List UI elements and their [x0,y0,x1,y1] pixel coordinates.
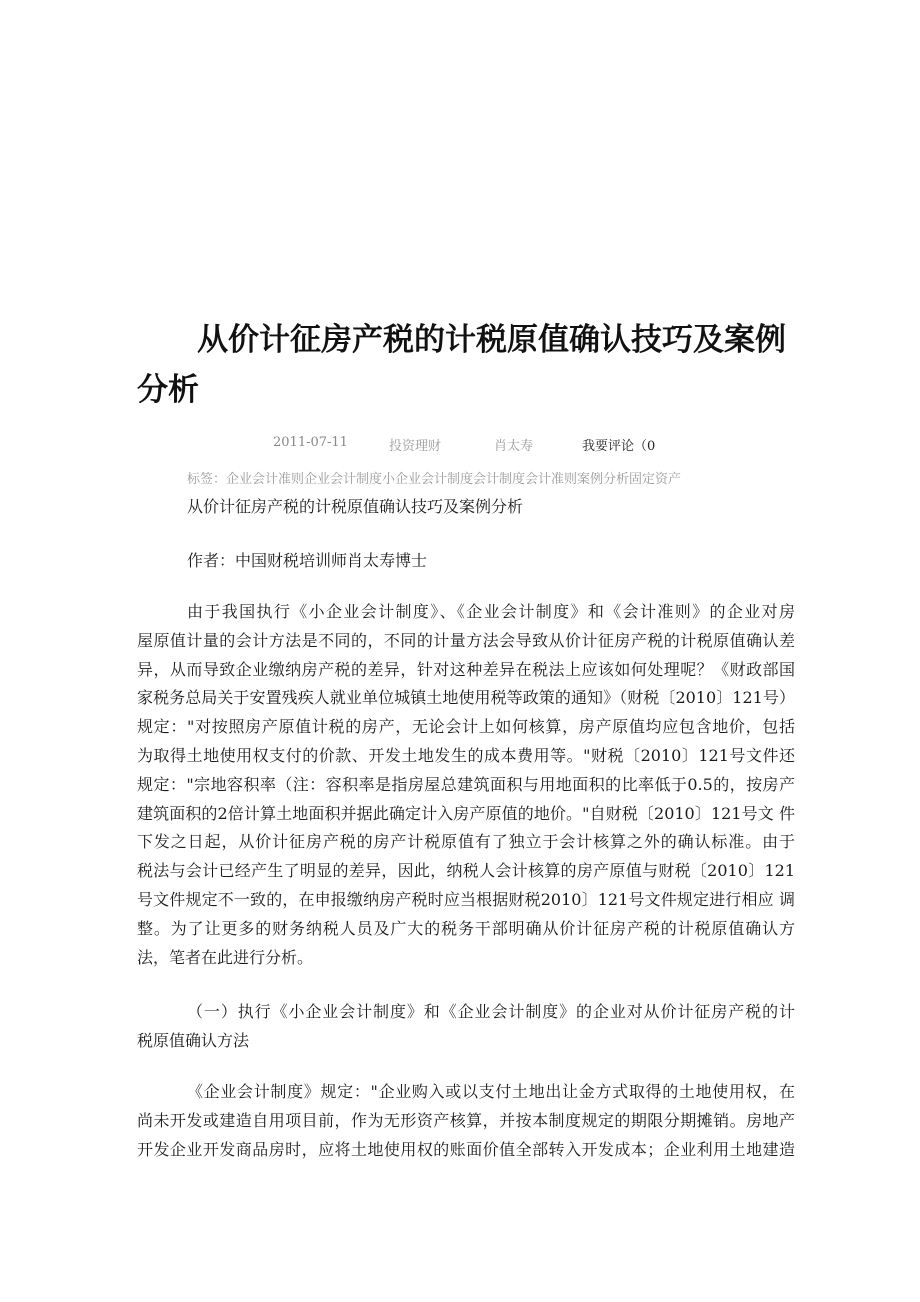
text-line: （一）执行《小企业会计制度》和《企业会计制度》的企业对从价计征房产税的计 [187,1002,795,1021]
author-link[interactable]: 肖太寿 [494,439,534,454]
article-title-line-2: 分析 [137,372,199,408]
text-line: 税原值确认方法 [137,1030,250,1050]
category-link[interactable]: 投资理财 [389,439,442,454]
text-line: 法，笔者在此进行分析。 [137,947,314,967]
tags-line[interactable]: 标签：企业会计准则企业会计制度小企业会计制度会计制度会计准则案例分析固定资产 [187,472,682,487]
article-byline: 作者：中国财税培训师肖太寿博士 [187,551,428,570]
text-line: 下发之日起，从价计征房产税的房产计税原值有了独立于会计核算之外的确认标准。由于 [137,832,795,852]
article-title-line-1: 从价计征房产税的计税原值确认技巧及案例 [197,322,786,358]
article-subtitle: 从价计征房产税的计税原值确认技巧及案例分析 [187,497,524,516]
publish-date: 2011-07-11 [273,435,348,450]
comment-link[interactable]: 我要评论（0 [582,439,656,454]
text-line: 尚未开发或建造自用项目前，作为无形资产核算，并按本制度规定的期限分期摊销。房地产 [137,1110,795,1130]
text-line: 整。为了让更多的财务纳税人员及广大的税务干部明确从价计征房产税的计税原值确认方 [137,918,795,938]
text-line: 《企业会计制度》规定："企业购入或以支付土地出让金方式取得的土地使用权，在 [187,1082,795,1101]
text-line: 规定："宗地容积率（注：容积率是指房屋总建筑面积与用地面积的比率低于0.5的，按房产 [137,774,795,794]
text-line: 异，从而导致企业缴纳房产税的差异，针对这种差异在税法上应该如何处理呢？《财政部国 [137,659,795,679]
text-line: 税法与会计已经产生了明显的差异，因此，纳税人会计核算的房产原值与财税〔2010〕121 [137,861,795,881]
text-line: 由于我国执行《小企业会计制度》、《企业会计制度》和《会计准则》的企业对房 [187,602,795,621]
text-line: 建筑面积的2倍计算土地面积并据此确定计入房产原值的地价。"自财税〔2010〕121号文 件 [137,803,795,823]
text-line: 开发企业开发商品房时，应将土地使用权的账面价值全部转入开发成本；企业利用土地建造 [137,1139,795,1159]
text-line: 为取得土地使用权支付的价款、开发土地发生的成本费用等。"财税〔2010〕121号文件还 [137,746,795,765]
text-line: 号文件规定不一致的，在申报缴纳房产税时应当根据财税2010〕121号文件规定进行相应 调 [137,890,795,909]
text-line: 屋原值计量的会计方法是不同的，不同的计量方法会导致从价计征房产税的计税原值确认差 [137,630,795,650]
text-line: 规定："对按照房产原值计税的房产，无论会计上如何核算，房产原值均应包含地价，包括 [137,717,795,737]
text-line: 家税务总局关于安置残疾人就业单位城镇土地使用税等政策的通知》（财税〔2010〕121号） [137,688,795,708]
